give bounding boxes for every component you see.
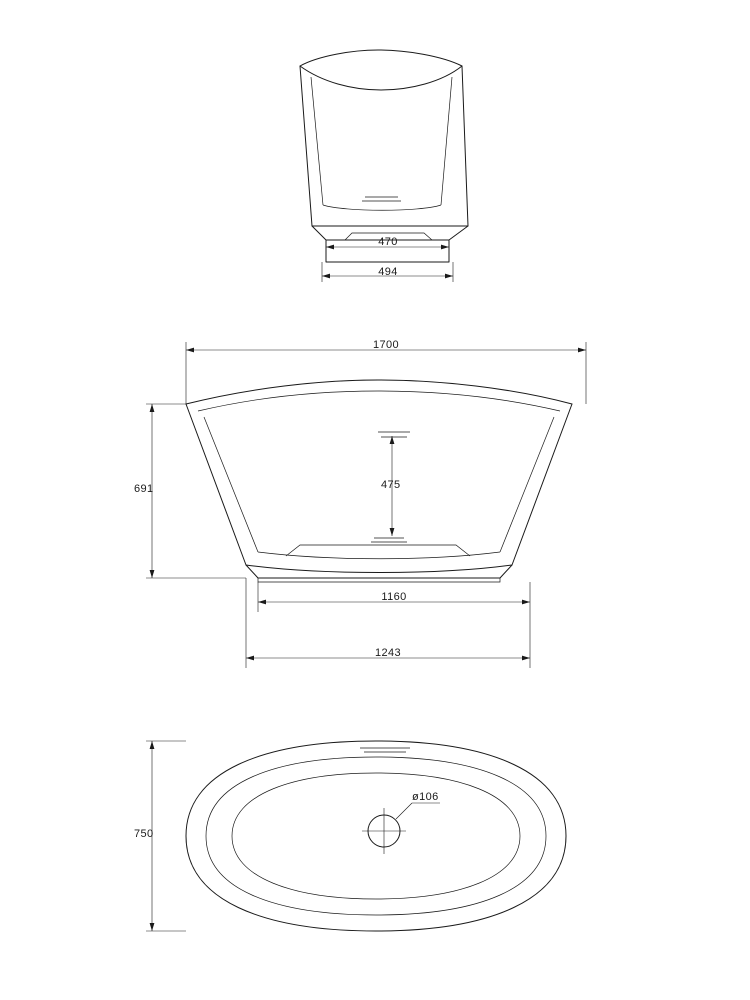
dim-front-view-base-outer: 1243 <box>374 647 402 659</box>
front-view-geometry <box>186 380 572 582</box>
end-view-geometry <box>300 50 468 262</box>
dim-end-view-outer-width: 494 <box>378 266 398 278</box>
dim-front-view-base-inner: 1160 <box>381 591 407 603</box>
top-view-geometry <box>186 741 566 931</box>
dim-top-view-overall-width: 750 <box>134 828 154 840</box>
dim-front-view-overall-height: 691 <box>134 483 154 495</box>
dim-end-view-inner-width: 470 <box>378 236 398 248</box>
dim-top-view-drain-diameter: ø106 <box>412 791 439 803</box>
dim-front-view-water-depth: 475 <box>381 479 401 491</box>
dim-front-view-overall-length: 1700 <box>372 339 400 351</box>
